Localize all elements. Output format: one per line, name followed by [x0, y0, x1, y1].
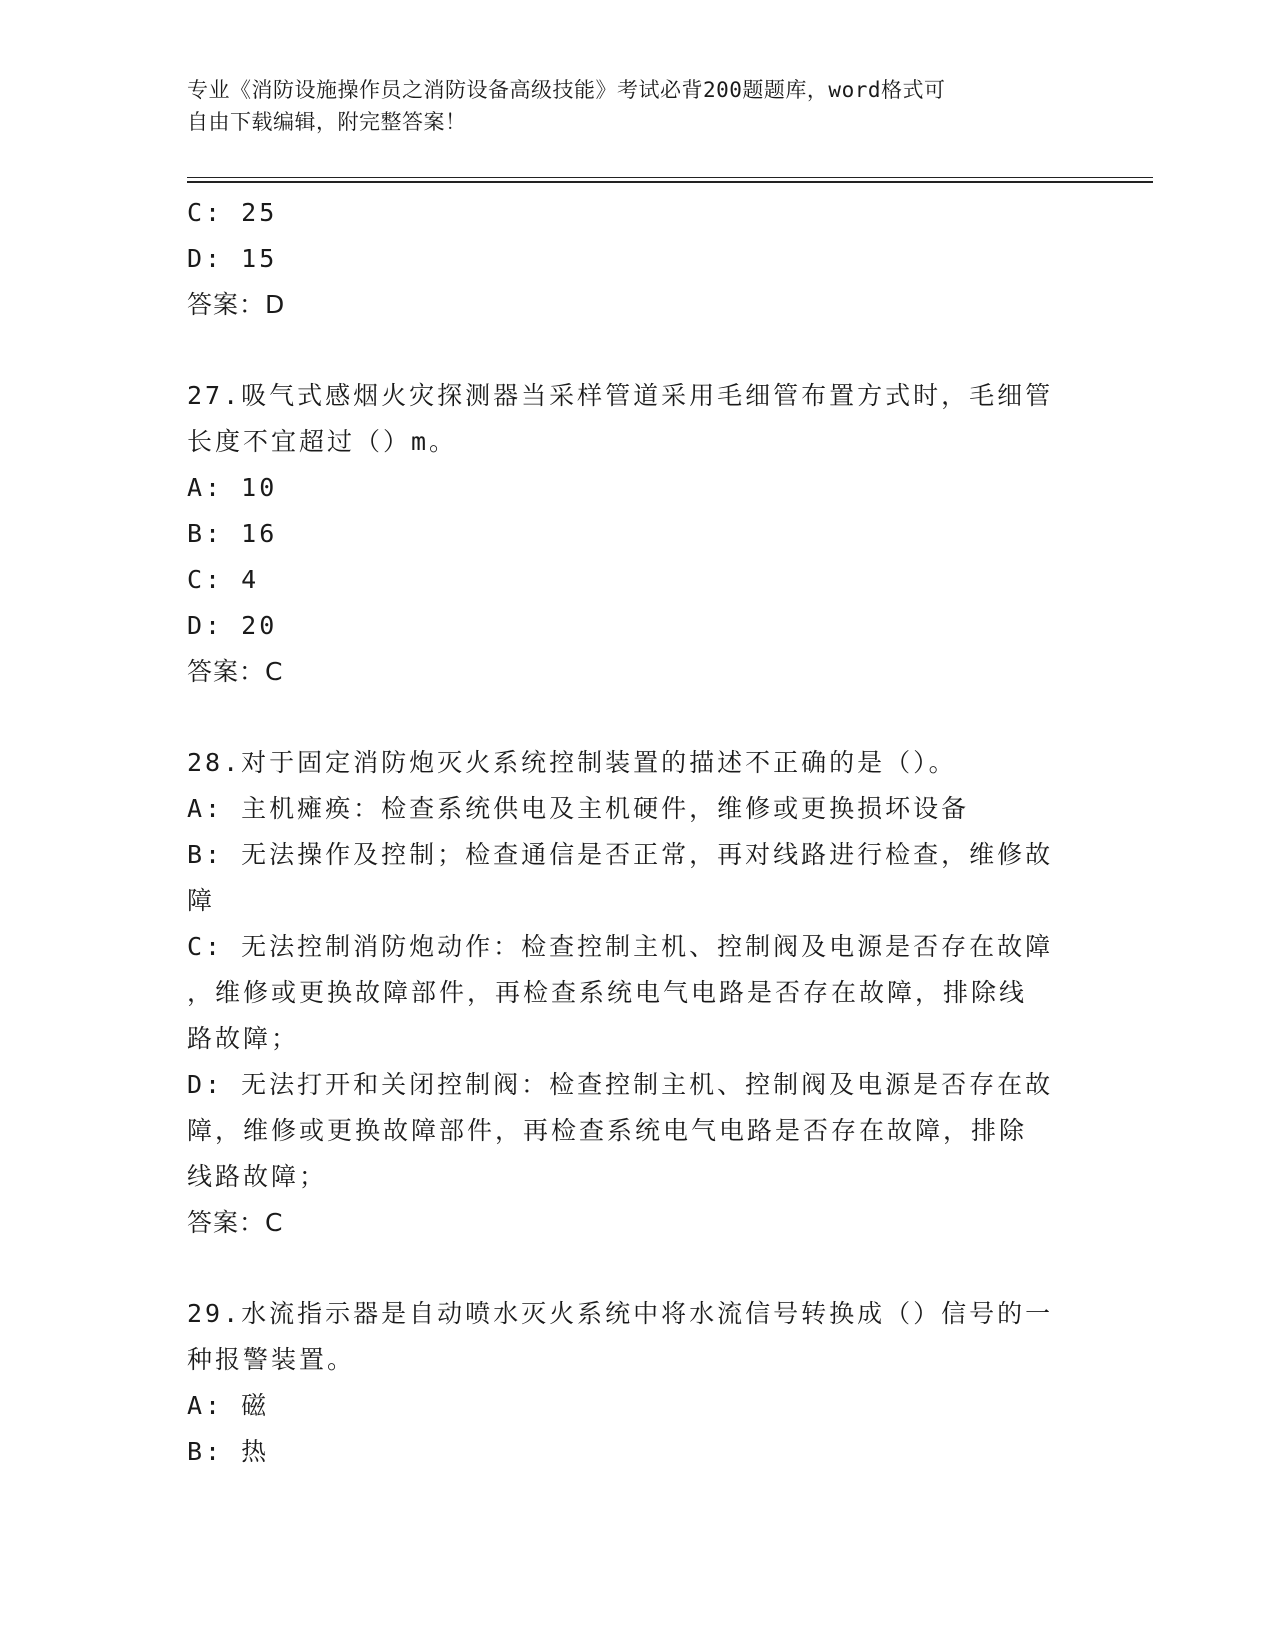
question-26-tail	[187, 190, 1087, 328]
question-spacer	[187, 328, 1087, 373]
option-a: A: 主机瘫痪：检查系统供电及主机硬件，维修或更换损坏设备	[187, 794, 970, 823]
header-line-1: 专业《消防设施操作员之消防设备高级技能》考试必背200题题库，word格式可	[187, 78, 946, 102]
option-d: 线路故障；	[187, 1162, 328, 1191]
question-27	[187, 373, 1087, 695]
question-stem: 种报警装置。	[187, 1345, 356, 1374]
option-d: D: 15	[187, 244, 278, 273]
header-divider-thick	[187, 181, 1153, 183]
option-d: D: 无法打开和关闭控制阀：检查控制主机、控制阀及电源是否存在故	[187, 1070, 1054, 1099]
header-line-2: 自由下载编辑，附完整答案！	[187, 110, 467, 134]
question-stem: 28.对于固定消防炮灭火系统控制装置的描述不正确的是（）。	[187, 748, 957, 777]
question-stem: 27.吸气式感烟火灾探测器当采样管道采用毛细管布置方式时，毛细管	[187, 381, 1054, 410]
option-b: B: 16	[187, 519, 278, 548]
option-c: C: 无法控制消防炮动作：检查控制主机、控制阀及电源是否存在故障	[187, 932, 1054, 961]
option-a: A: 磁	[187, 1391, 270, 1420]
option-c: C: 4	[187, 565, 260, 594]
question-stem: 29.水流指示器是自动喷水灭火系统中将水流信号转换成（）信号的一	[187, 1299, 1054, 1328]
answer: 答案：C	[187, 1208, 284, 1237]
question-stem: 长度不宜超过（）m。	[187, 427, 458, 456]
question-spacer	[187, 1246, 1087, 1291]
header-divider-thin	[187, 177, 1153, 178]
document-header	[187, 74, 1087, 138]
question-28	[187, 740, 1087, 1246]
question-29	[187, 1291, 1087, 1475]
question-spacer	[187, 695, 1087, 740]
option-b: B: 热	[187, 1437, 270, 1466]
question-list	[187, 190, 1087, 1475]
option-c: C: 25	[187, 198, 278, 227]
option-c: ，维修或更换故障部件，再检查系统电气电路是否存在故障，排除线	[187, 978, 1028, 1007]
option-d: D: 20	[187, 611, 278, 640]
answer: 答案：C	[187, 657, 284, 686]
option-b: B: 无法操作及控制；检查通信是否正常，再对线路进行检查，维修故	[187, 840, 1054, 869]
option-c: 路故障；	[187, 1024, 300, 1053]
option-a: A: 10	[187, 473, 278, 502]
answer: 答案：D	[187, 290, 286, 319]
option-d: 障，维修或更换故障部件，再检查系统电气电路是否存在故障，排除	[187, 1116, 1028, 1145]
option-b: 障	[187, 886, 216, 915]
